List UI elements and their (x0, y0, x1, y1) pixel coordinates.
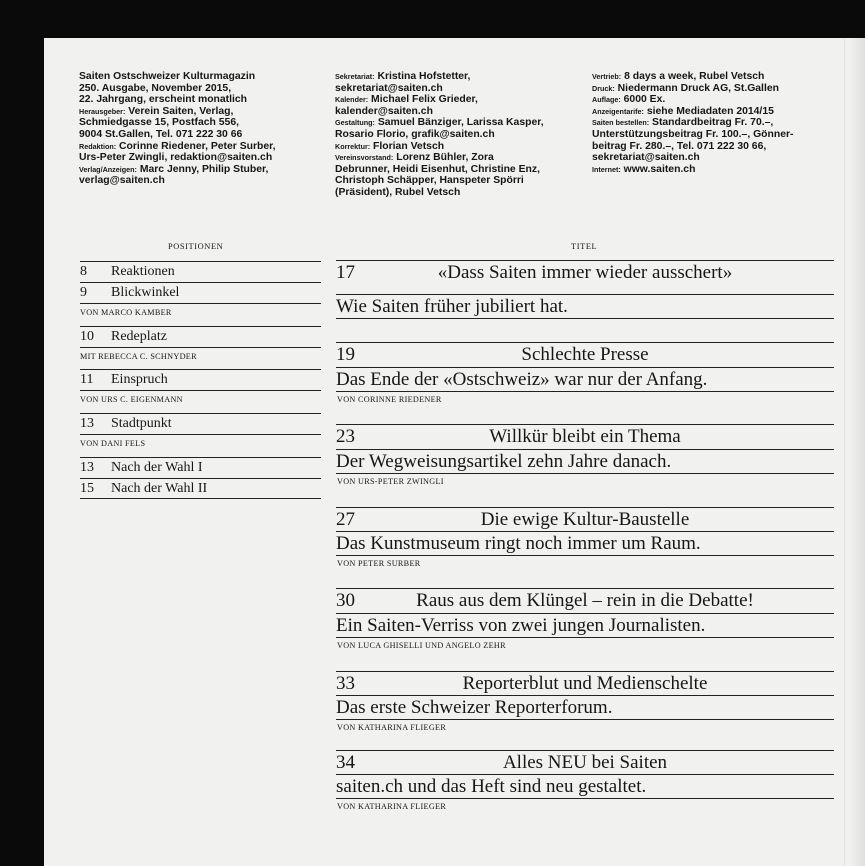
page-number: 13 (80, 416, 94, 431)
imprint-line: Herausgeber: Verein Saiten, Verlag, (79, 105, 234, 117)
imprint-line: sekretariat@saiten.ch (592, 152, 700, 164)
page-number: 8 (80, 264, 87, 279)
item-title: Willkür bleibt ein Thema (489, 426, 681, 447)
imprint-line: Saiten Ostschweizer Kulturmagazin (79, 71, 256, 82)
item-title: Schlechte Presse (521, 344, 649, 365)
imprint-line: 250. Ausgabe, November 2015, (79, 82, 232, 94)
rule (80, 347, 321, 348)
rule (80, 498, 321, 499)
positionen-item-redeplatz[interactable] (80, 326, 321, 347)
rule (80, 303, 321, 304)
imprint-line: Anzeigentarife: siehe Mediadaten 2014/15 (592, 105, 774, 117)
imprint-line: Rosario Florio, grafik@saiten.ch (335, 128, 495, 140)
positionen-item-reaktionen[interactable] (80, 261, 321, 282)
item-subtitle: Wie Saiten früher jubiliert hat. (336, 294, 834, 319)
item-title: Die ewige Kultur-Baustelle (480, 509, 690, 530)
item-subtitle: Ein Saiten-Verriss von zwei jungen Journalisten. (336, 613, 834, 638)
imprint-line: Korrektur: Florian Vetsch (335, 140, 445, 152)
item-title: Raus aus dem Klüngel – rein in die Debatte! (416, 590, 754, 611)
item-title: «Dass Saiten immer wieder ausschert» (437, 262, 733, 283)
byline: VON KATHARINA FLIEGER (337, 802, 447, 811)
byline: VON URS-PETER ZWINGLI (337, 477, 444, 486)
page-number: 30 (336, 590, 355, 611)
page-number: 33 (336, 673, 355, 694)
imprint-line: beitrag Fr. 280.–, Tel. 071 222 30 66, (592, 140, 767, 152)
item-subtitle: saiten.ch und das Heft sind neu gestaltet. (336, 774, 834, 799)
titel-item-17[interactable] (336, 260, 834, 285)
titel-heading: TITEL (571, 242, 598, 251)
rule (80, 390, 321, 391)
page-number: 10 (80, 329, 94, 344)
positionen-heading: POSITIONEN (168, 242, 224, 251)
titel-item-34[interactable] (336, 750, 834, 775)
imprint-line: Sekretariat: Kristina Hofstetter, (335, 71, 471, 82)
positionen-item-blickwinkel[interactable] (80, 282, 321, 303)
item-subtitle: Das erste Schweizer Reporterforum. (336, 695, 834, 720)
magazine-page (44, 38, 865, 866)
imprint-line: Schmiedgasse 15, Postfach 556, (79, 117, 239, 129)
imprint-line: (Präsident), Rubel Vetsch (335, 186, 461, 198)
byline: VON DANI FELS (80, 439, 146, 448)
imprint-line: Gestaltung: Samuel Bänziger, Larissa Kasper, (335, 117, 544, 129)
byline: VON PETER SURBER (337, 559, 421, 568)
rule (80, 434, 321, 435)
page-number: 19 (336, 344, 355, 365)
page-number: 27 (336, 509, 355, 530)
imprint-line: 9004 St.Gallen, Tel. 071 222 30 66 (79, 128, 243, 140)
byline: VON CORINNE RIEDENER (337, 395, 442, 404)
titel-item-27[interactable] (336, 507, 834, 532)
imprint-line: Debrunner, Heidi Eisenhut, Christine Enz, (335, 163, 540, 175)
item-subtitle: Das Kunstmuseum ringt noch immer um Raum. (336, 531, 834, 556)
imprint-line: Verlag/Anzeigen: Marc Jenny, Philip Stuber, (79, 163, 269, 175)
byline: VON URS C. EIGENMANN (80, 395, 183, 404)
imprint-column-1 (79, 71, 276, 187)
page-number: 9 (80, 285, 87, 300)
titel-item-19[interactable] (336, 342, 834, 367)
imprint-line: Vereinsvorstand: Lorenz Bühler, Zora (335, 152, 494, 164)
positionen-item-stadtpunkt[interactable] (80, 413, 321, 434)
positionen-item-nach-der-wahl-1[interactable] (80, 457, 321, 478)
imprint-line: Unterstützungsbeitrag Fr. 100.–, Gönner- (592, 128, 794, 140)
imprint-line: Vertrieb: 8 days a week, Rubel Vetsch (592, 71, 765, 82)
titel-item-33[interactable] (336, 671, 834, 696)
positionen-item-nach-der-wahl-2[interactable] (80, 478, 321, 499)
item-subtitle: Das Ende der «Ostschweiz» war nur der Anfang. (336, 367, 834, 392)
page-number: 17 (336, 262, 355, 283)
imprint-line: Urs-Peter Zwingli, redaktion@saiten.ch (79, 152, 273, 164)
imprint-line: Christoph Schäpper, Hanspeter Spörri (335, 175, 524, 187)
page-number: 13 (80, 460, 94, 475)
item-title: Stadtpunkt (111, 416, 172, 431)
imprint-line: Auflage: 6000 Ex. (592, 94, 666, 106)
item-title: Nach der Wahl I (111, 460, 203, 475)
page-number: 23 (336, 426, 355, 447)
imprint-column-3 (592, 71, 794, 175)
imprint-line: sekretariat@saiten.ch (335, 82, 443, 94)
item-title: Alles NEU bei Saiten (502, 752, 668, 773)
item-title: Redeplatz (111, 329, 167, 344)
byline: VON MARCO KAMBER (80, 308, 172, 317)
byline: MIT REBECCA C. SCHNYDER (80, 352, 197, 361)
imprint-line: Saiten bestellen: Standardbeitrag Fr. 70.–, (592, 117, 774, 129)
positionen-item-einspruch[interactable] (80, 369, 321, 390)
item-subtitle: Der Wegweisungsartikel zehn Jahre danach. (336, 449, 834, 474)
imprint-line: Internet: www.saiten.ch (592, 163, 696, 175)
imprint-line: Redaktion: Corinne Riedener, Peter Surber, (79, 140, 276, 152)
page-number: 11 (80, 372, 94, 387)
item-title: Reporterblut und Medienschelte (462, 673, 708, 694)
item-title: Einspruch (111, 372, 168, 387)
titel-item-23[interactable] (336, 424, 834, 449)
byline: VON KATHARINA FLIEGER (337, 723, 447, 732)
page-number: 34 (336, 752, 355, 773)
imprint-column-2 (335, 71, 544, 199)
imprint-line: verlag@saiten.ch (79, 175, 165, 187)
page-number: 15 (80, 481, 94, 496)
imprint-line: 22. Jahrgang, erscheint monatlich (79, 94, 248, 106)
item-title: Nach der Wahl II (111, 481, 208, 496)
imprint-line: Druck: Niedermann Druck AG, St.Gallen (592, 82, 779, 94)
byline: VON LUCA GHISELLI UND ANGELO ZEHR (337, 641, 506, 650)
item-title: Reaktionen (111, 264, 175, 279)
item-title: Blickwinkel (111, 285, 180, 300)
titel-item-30[interactable] (336, 588, 834, 613)
imprint-line: kalender@saiten.ch (335, 105, 433, 117)
imprint-line: Kalender: Michael Felix Grieder, (335, 94, 478, 106)
